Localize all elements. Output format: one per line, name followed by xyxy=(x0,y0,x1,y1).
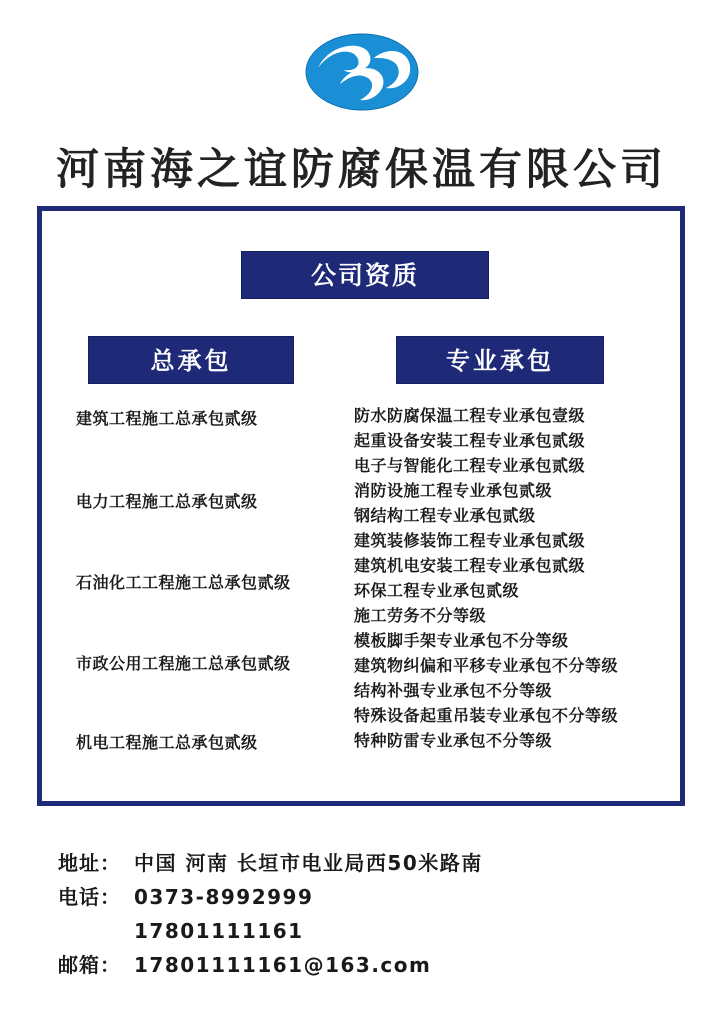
phone-label: 电话： xyxy=(58,885,121,909)
phone-row xyxy=(58,880,483,914)
phone-value-1: 0373-8992999 xyxy=(134,885,314,909)
specialized-item: 建筑装修装饰工程专业承包贰级 xyxy=(354,531,586,550)
company-name: 河南海之谊防腐保温有限公司 xyxy=(56,145,667,195)
specialized-item: 模板脚手架专业承包不分等级 xyxy=(354,631,569,650)
address-label: 地址： xyxy=(58,851,121,875)
contact-info xyxy=(58,846,483,982)
email-row xyxy=(58,948,483,982)
specialized-item: 环保工程专业承包贰级 xyxy=(354,581,520,600)
general-contracting-title: 总承包 xyxy=(88,336,294,384)
general-item: 机电工程施工总承包贰级 xyxy=(76,733,258,752)
specialized-item: 特殊设备起重吊装专业承包不分等级 xyxy=(354,706,619,725)
specialized-contracting-title: 专业承包 xyxy=(396,336,604,384)
specialized-item: 起重设备安装工程专业承包贰级 xyxy=(354,431,586,450)
email-value: 17801111161@163.com xyxy=(134,953,432,977)
address-row xyxy=(58,846,483,880)
specialized-item: 建筑物纠偏和平移专业承包不分等级 xyxy=(354,656,619,675)
specialized-item: 防水防腐保温工程专业承包壹级 xyxy=(354,406,586,425)
company-logo-icon xyxy=(304,32,421,112)
general-item: 建筑工程施工总承包贰级 xyxy=(76,409,258,428)
address-value: 中国 河南 长垣市电业局西50米路南 xyxy=(134,851,483,875)
phone-row-2 xyxy=(58,914,483,948)
general-item: 石油化工工程施工总承包贰级 xyxy=(76,573,291,592)
specialized-item: 钢结构工程专业承包贰级 xyxy=(354,506,536,525)
phone-value-2: 17801111161 xyxy=(134,919,304,943)
specialized-item: 施工劳务不分等级 xyxy=(354,606,487,625)
specialized-item: 电子与智能化工程专业承包贰级 xyxy=(354,456,586,475)
general-item: 电力工程施工总承包贰级 xyxy=(76,492,258,511)
general-item: 市政公用工程施工总承包贰级 xyxy=(76,654,291,673)
qualification-title: 公司资质 xyxy=(241,251,489,299)
email-label: 邮箱： xyxy=(58,953,121,977)
qualification-panel xyxy=(37,206,685,806)
specialized-item: 消防设施工程专业承包贰级 xyxy=(354,481,553,500)
specialized-list xyxy=(354,403,618,753)
specialized-item: 建筑机电安装工程专业承包贰级 xyxy=(354,556,586,575)
specialized-item: 结构补强专业承包不分等级 xyxy=(354,681,553,700)
specialized-item: 特种防雷专业承包不分等级 xyxy=(354,731,553,750)
